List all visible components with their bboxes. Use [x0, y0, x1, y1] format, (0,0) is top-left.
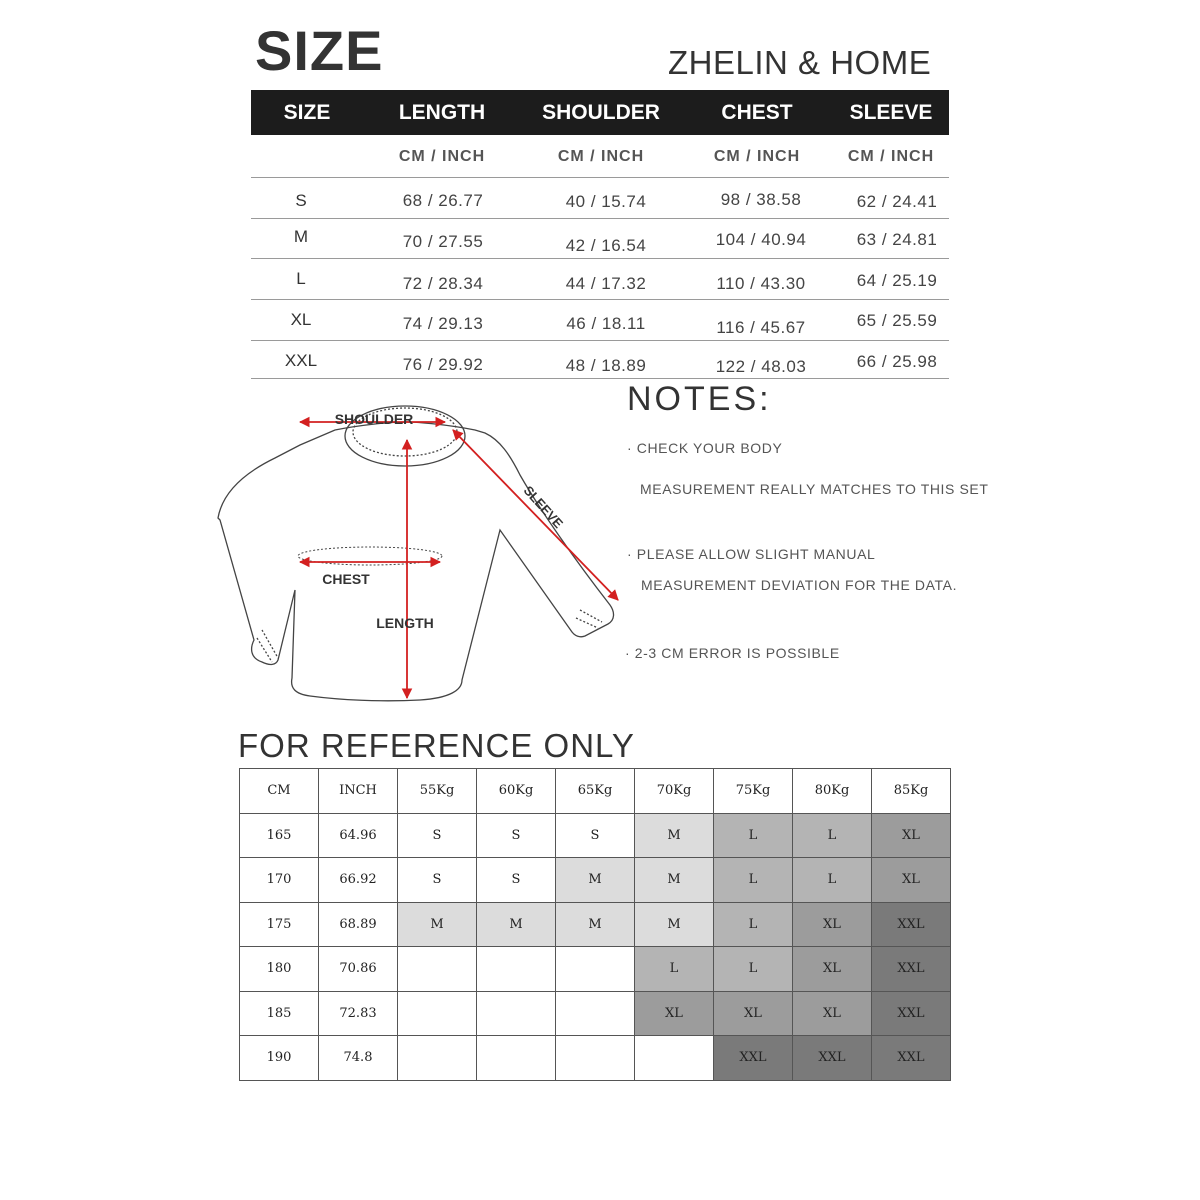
reference-cell: 185: [240, 991, 319, 1036]
reference-row: [240, 902, 951, 947]
reference-header-cell: 85Kg: [872, 769, 951, 814]
sleeve-value: 66 / 25.98: [856, 352, 938, 371]
shoulder-label: SHOULDER: [334, 411, 414, 427]
reference-row: [240, 858, 951, 903]
reference-cell: M: [398, 902, 477, 947]
reference-cell: XL: [714, 991, 793, 1036]
reference-cell: 70.86: [319, 947, 398, 992]
reference-cell: L: [793, 813, 872, 858]
notes-title: NOTES:: [627, 380, 772, 418]
reference-cell: [556, 1036, 635, 1081]
reference-cell: [398, 991, 477, 1036]
header-sleeve: SLEEVE: [849, 101, 933, 124]
reference-cell: XL: [793, 902, 872, 947]
unit-length: CM / INCH: [398, 148, 486, 165]
size-label: S: [295, 191, 307, 210]
header-chest: CHEST: [721, 101, 793, 124]
reference-cell: XL: [872, 813, 951, 858]
row-divider: [251, 378, 949, 379]
length-value: 74 / 29.13: [402, 314, 484, 333]
garment-diagram: [200, 400, 640, 710]
reference-cell: [556, 947, 635, 992]
shoulder-value: 44 / 17.32: [565, 274, 647, 293]
reference-cell: M: [556, 902, 635, 947]
reference-cell: L: [714, 947, 793, 992]
reference-cell: [477, 947, 556, 992]
size-label: L: [296, 269, 306, 288]
row-divider: [251, 177, 949, 178]
shoulder-value: 42 / 16.54: [565, 236, 647, 255]
reference-cell: M: [477, 902, 556, 947]
note-line: · PLEASE ALLOW SLIGHT MANUAL: [627, 546, 876, 562]
reference-cell: 74.8: [319, 1036, 398, 1081]
reference-row: [240, 947, 951, 992]
size-label: XXL: [284, 351, 318, 370]
chest-label: CHEST: [322, 571, 370, 587]
reference-header-cell: 70Kg: [635, 769, 714, 814]
reference-cell: S: [556, 813, 635, 858]
length-label: LENGTH: [376, 615, 434, 631]
reference-cell: XXL: [872, 991, 951, 1036]
brand-name: ZHELIN & HOME: [668, 44, 932, 81]
length-value: 76 / 29.92: [402, 355, 484, 374]
length-value: 72 / 28.34: [402, 274, 484, 293]
reference-cell: [635, 1036, 714, 1081]
reference-cell: 170: [240, 858, 319, 903]
chest-value: 110 / 43.30: [716, 274, 806, 293]
sleeve-value: 65 / 25.59: [856, 311, 938, 330]
reference-table: [239, 768, 951, 1081]
reference-header-cell: 60Kg: [477, 769, 556, 814]
reference-cell: L: [793, 858, 872, 903]
sleeve-label: SLEEVE: [520, 482, 567, 532]
reference-row: [240, 991, 951, 1036]
reference-row: [240, 1036, 951, 1081]
shoulder-value: 40 / 15.74: [565, 192, 647, 211]
row-divider: [251, 258, 949, 259]
reference-cell: 165: [240, 813, 319, 858]
chest-value: 116 / 45.67: [716, 318, 806, 337]
reference-cell: XL: [793, 991, 872, 1036]
reference-header-cell: INCH: [319, 769, 398, 814]
row-divider: [251, 299, 949, 300]
reference-cell: L: [714, 902, 793, 947]
reference-cell: XXL: [872, 947, 951, 992]
reference-cell: 190: [240, 1036, 319, 1081]
note-line: MEASUREMENT DEVIATION FOR THE DATA.: [641, 577, 958, 593]
reference-cell: XXL: [714, 1036, 793, 1081]
note-line: · 2-3 CM ERROR IS POSSIBLE: [625, 645, 840, 661]
reference-cell: [398, 947, 477, 992]
reference-cell: XL: [872, 858, 951, 903]
reference-cell: XXL: [872, 1036, 951, 1081]
chest-value: 122 / 48.03: [715, 357, 807, 376]
row-divider: [251, 218, 949, 219]
reference-cell: M: [635, 902, 714, 947]
unit-chest: CM / INCH: [713, 148, 801, 165]
reference-cell: XXL: [872, 902, 951, 947]
reference-cell: M: [556, 858, 635, 903]
reference-cell: 66.92: [319, 858, 398, 903]
row-divider: [251, 340, 949, 341]
chest-value: 98 / 38.58: [720, 190, 802, 209]
reference-cell: S: [477, 858, 556, 903]
reference-cell: S: [398, 813, 477, 858]
shoulder-value: 48 / 18.89: [565, 356, 647, 375]
reference-cell: M: [635, 813, 714, 858]
reference-cell: XL: [793, 947, 872, 992]
reference-row: [240, 813, 951, 858]
header-size: SIZE: [283, 101, 331, 124]
note-line: · CHECK YOUR BODY: [627, 440, 783, 456]
length-value: 70 / 27.55: [402, 232, 484, 251]
size-label: XL: [290, 310, 312, 329]
sleeve-arrow: [453, 430, 618, 600]
reference-cell: M: [635, 858, 714, 903]
size-label: M: [293, 227, 309, 246]
length-value: 68 / 26.77: [402, 191, 484, 210]
reference-cell: [556, 991, 635, 1036]
reference-cell: 175: [240, 902, 319, 947]
reference-cell: S: [398, 858, 477, 903]
reference-cell: 68.89: [319, 902, 398, 947]
reference-cell: 64.96: [319, 813, 398, 858]
sleeve-value: 64 / 25.19: [856, 271, 938, 290]
size-table-header: [251, 90, 949, 135]
reference-cell: XL: [635, 991, 714, 1036]
sleeve-value: 62 / 24.41: [856, 192, 938, 211]
reference-cell: [398, 1036, 477, 1081]
reference-cell: XXL: [793, 1036, 872, 1081]
reference-header-cell: 55Kg: [398, 769, 477, 814]
reference-cell: L: [635, 947, 714, 992]
reference-header-cell: CM: [240, 769, 319, 814]
header-shoulder: SHOULDER: [542, 101, 660, 124]
shoulder-value: 46 / 18.11: [566, 314, 646, 333]
reference-title: FOR REFERENCE ONLY: [238, 727, 635, 764]
reference-cell: S: [477, 813, 556, 858]
reference-cell: 72.83: [319, 991, 398, 1036]
reference-header-cell: 75Kg: [714, 769, 793, 814]
reference-cell: 180: [240, 947, 319, 992]
reference-cell: [477, 1036, 556, 1081]
reference-header-cell: 80Kg: [793, 769, 872, 814]
chest-value: 104 / 40.94: [715, 230, 807, 249]
shirt-outline: [218, 406, 614, 701]
page-title: SIZE: [255, 19, 384, 82]
reference-cell: L: [714, 858, 793, 903]
reference-header-row: [240, 769, 951, 814]
header-length: LENGTH: [398, 101, 486, 124]
note-line: MEASUREMENT REALLY MATCHES TO THIS SET: [640, 481, 989, 497]
reference-cell: [477, 991, 556, 1036]
unit-sleeve: CM / INCH: [847, 148, 935, 165]
unit-shoulder: CM / INCH: [557, 148, 645, 165]
sleeve-value: 63 / 24.81: [856, 230, 938, 249]
reference-cell: L: [714, 813, 793, 858]
reference-header-cell: 65Kg: [556, 769, 635, 814]
